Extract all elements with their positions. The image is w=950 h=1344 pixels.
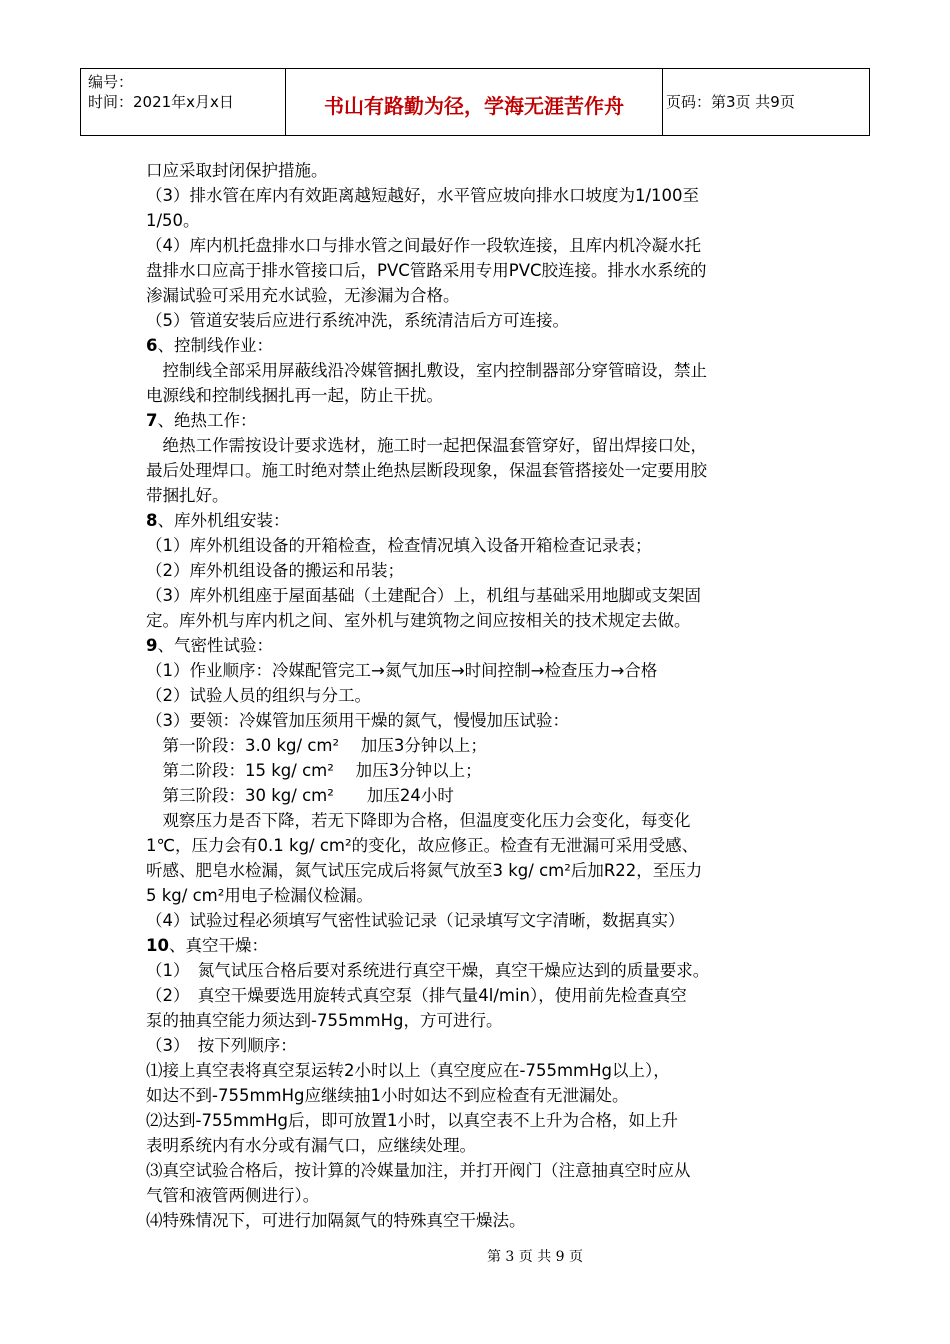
page-footer: 第 3 页 共 9 页	[486, 1249, 584, 1265]
text-line: 电源线和控制线捆扎再一起，防止干扰。	[146, 386, 443, 405]
time-label: 时间：2021年x月x日	[88, 93, 234, 111]
header-divider	[80, 68, 81, 136]
section-number: 8	[146, 511, 158, 530]
header-top-rule	[80, 68, 870, 69]
text-line: 气管和液管两侧进行）。	[146, 1186, 320, 1205]
text-line: 泵的抽真空能力须达到-755mmHg，方可进行。	[146, 1011, 503, 1030]
text-line: 观察压力是否下降，若无下降即为合格，但温度变化压力会变化，每变化	[146, 811, 691, 830]
text-line: ⑶真空试验合格后，按计算的冷媒量加注，并打开阀门（注意抽真空时应从	[146, 1161, 691, 1180]
text-line: （3）排水管在库内有效距离越短越好，水平管应坡向排水口坡度为1/100至	[146, 186, 700, 205]
text-line: 第一阶段：3.0 kg/ cm² 加压3分钟以上；	[146, 736, 487, 755]
text-line: 盘排水口应高于排水管接口后，PVC管路采用专用PVC胶连接。排水水系统的	[146, 261, 707, 280]
page-header	[80, 68, 870, 136]
header-divider	[869, 68, 870, 136]
text-line: 绝热工作需按设计要求选材，施工时一起把保温套管穿好，留出焊接口处，	[146, 436, 707, 455]
section-number: 6	[146, 336, 158, 355]
section-number: 7	[146, 411, 158, 430]
text-line: （5）管道安装后应进行系统冲洗，系统清洁后方可连接。	[146, 311, 569, 330]
text-line: （2）库外机组设备的搬运和吊装；	[146, 561, 404, 580]
text-line: （1）作业顺序：冷媒配管完工→氮气加压→时间控制→检查压力→合格	[146, 661, 658, 680]
text-line: 如达不到-755mmHg应继续抽1小时如达不到应检查有无泄漏处。	[146, 1086, 629, 1105]
text-line: ⑵达到-755mmHg后，即可放置1小时，以真空表不上升为合格，如上升	[146, 1111, 678, 1130]
text-line: 8、库外机组安装：	[146, 511, 290, 530]
text-line: （3）要领：冷媒管加压须用干燥的氮气，慢慢加压试验：	[146, 711, 569, 730]
text-line: ⑷特殊情况下，可进行加隔氮气的特殊真空干燥法。	[146, 1211, 526, 1230]
text-line: （2） 真空干燥要选用旋转式真空泵（排气量4l/min），使用前先检查真空	[146, 986, 687, 1005]
text-line: （1） 氮气试压合格后要对系统进行真空干燥，真空干燥应达到的质量要求。	[146, 961, 710, 980]
text-line: （4）试验过程必须填写气密性试验记录（记录填写文字清晰，数据真实）	[146, 911, 685, 930]
text-line: 口应采取封闭保护措施。	[146, 161, 328, 180]
text-line: 渗漏试验可采用充水试验，无渗漏为合格。	[146, 286, 460, 305]
header-motto: 书山有路勤为径，学海无涯苦作舟	[324, 94, 624, 118]
text-line: （4）库内机托盘排水口与排水管之间最好作一段软连接，且库内机冷凝水托	[146, 236, 701, 255]
text-line: 第三阶段：30 kg/ cm² 加压24小时	[146, 786, 454, 805]
text-line: 9、气密性试验：	[146, 636, 273, 655]
text-line: （3） 按下列顺序：	[146, 1036, 297, 1055]
text-line: 控制线全部采用屏蔽线沿冷媒管捆扎敷设，室内控制器部分穿管暗设，禁止	[146, 361, 707, 380]
header-bottom-rule	[80, 135, 870, 136]
text-line: 表明系统内有水分或有漏气口，应继续处理。	[146, 1136, 476, 1155]
text-line: 听感、肥皂水检漏，氮气试压完成后将氮气放至3 kg/ cm²后加R22，至压力	[146, 861, 703, 880]
header-meta	[88, 72, 234, 112]
section-number: 9	[146, 636, 158, 655]
text-line: 7、绝热工作：	[146, 411, 257, 430]
text-line: 10、真空干燥：	[146, 936, 268, 955]
header-divider	[662, 68, 663, 136]
text-line: （2）试验人员的组织与分工。	[146, 686, 371, 705]
text-line: 6、控制线作业：	[146, 336, 273, 355]
text-line: 带捆扎好。	[146, 486, 229, 505]
text-line: 最后处理焊口。施工时绝对禁止绝热层断段现象，保温套管搭接处一定要用胶	[146, 461, 707, 480]
page-number-label: 页码：第3页 共9页	[666, 93, 795, 111]
text-line: （3）库外机组座于屋面基础（土建配合）上，机组与基础采用地脚或支架固	[146, 586, 701, 605]
text-line: ⑴接上真空表将真空泵运转2小时以上（真空度应在-755mmHg以上），	[146, 1061, 670, 1080]
text-line: 第二阶段：15 kg/ cm² 加压3分钟以上；	[146, 761, 482, 780]
text-line: 5 kg/ cm²用电子检漏仪检漏。	[146, 886, 373, 905]
section-number: 10	[146, 936, 169, 955]
text-line: （1）库外机组设备的开箱检查，检查情况填入设备开箱检查记录表；	[146, 536, 652, 555]
code-label: 编号：	[88, 73, 134, 91]
text-line: 1/50。	[146, 211, 200, 230]
text-line: 定。库外机与库内机之间、室外机与建筑物之间应按相关的技术规定去做。	[146, 611, 691, 630]
document-body	[146, 158, 806, 1233]
text-line: 1℃，压力会有0.1 kg/ cm²的变化，故应修正。检查有无泄漏可采用受感、	[146, 836, 699, 855]
